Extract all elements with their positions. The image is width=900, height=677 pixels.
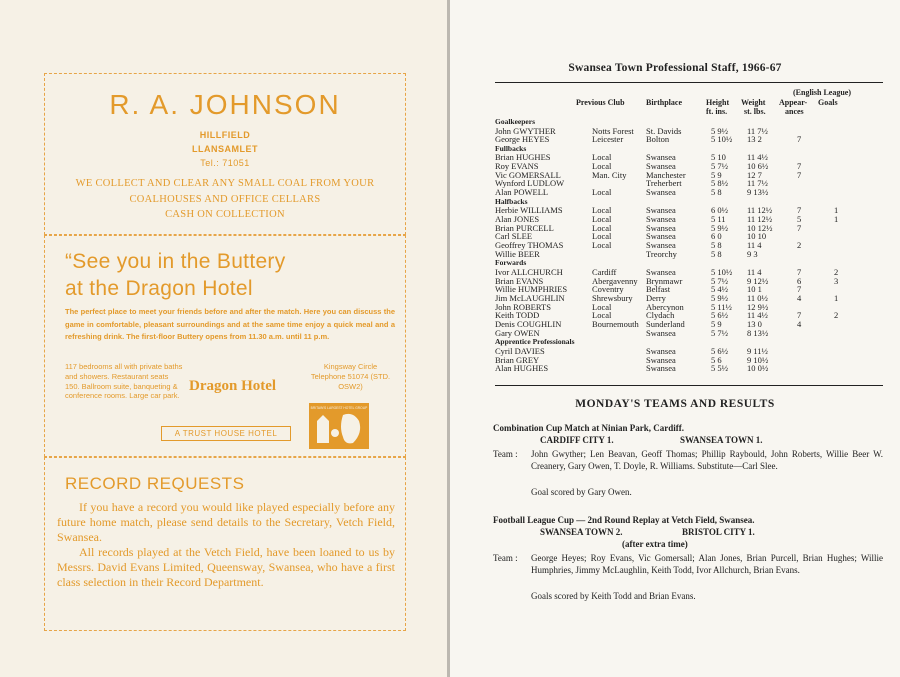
player-ht: 5 7½ xyxy=(711,327,728,338)
player-birth: Derry xyxy=(646,293,666,303)
player-app: 7 xyxy=(797,284,802,295)
player-birth: Swansea xyxy=(646,152,676,163)
player-club: Local xyxy=(592,231,612,242)
player-wt: 9 3 xyxy=(747,248,758,259)
player-ht: 6 0½ xyxy=(711,205,728,216)
player-wt: 9 11½ xyxy=(747,345,768,356)
player-birth: Swansea xyxy=(646,240,676,251)
player-wt: 13 2 xyxy=(747,134,762,145)
player-goals: 1 xyxy=(834,293,839,303)
player-wt: 13 0 xyxy=(747,319,762,330)
header-height-units: ft. ins. xyxy=(706,107,728,116)
match1-team-list: John Gwyther; Len Beavan, Geoff Thomas; Phillip Raybould, John Roberts, Willie Beer W. Creanery, Gary Owen, T. Doyle, R. Williams. Substitute—Carl Slee. xyxy=(531,449,883,471)
player-ht: 5 8 xyxy=(711,240,722,251)
roster-rule xyxy=(495,385,883,386)
player-row xyxy=(495,241,895,250)
player-birth: Brynmawr xyxy=(646,275,683,286)
player-ht: 5 10½ xyxy=(711,134,733,145)
player-row xyxy=(495,215,895,224)
player-name: Geoffrey THOMAS xyxy=(495,240,564,251)
player-club: Local xyxy=(592,310,612,321)
section-heading: Goalkeepers xyxy=(495,117,535,126)
player-birth: Clydach xyxy=(646,310,675,321)
right-page xyxy=(450,0,900,677)
player-row xyxy=(495,364,895,373)
record-requests-para-2: All records played at the Vetch Field, have been loaned to us by Messrs. David Evans Limited, Queensway, Swansea, who have a first class selection in their Record Department. xyxy=(57,545,395,589)
match1-team-label: Team : xyxy=(493,449,518,459)
player-ht: 6 0 xyxy=(711,231,722,242)
advertiser-name: R. A. JOHNSON xyxy=(109,89,341,120)
player-ht: 5 9½ xyxy=(711,125,728,136)
player-name: Brian EVANS xyxy=(495,275,544,286)
player-club: Local xyxy=(592,152,612,163)
advert-line-3: CASH ON COLLECTION xyxy=(165,209,285,220)
player-club: Local xyxy=(592,161,612,172)
player-birth: Treorchy xyxy=(646,248,677,259)
player-row xyxy=(495,320,895,329)
player-club: Local xyxy=(592,205,612,216)
player-wt: 11 4 xyxy=(747,266,762,277)
record-requests-body xyxy=(57,500,395,590)
player-name: Keith TODD xyxy=(495,310,540,321)
player-row xyxy=(495,347,895,356)
player-wt: 10 10 xyxy=(747,231,767,242)
player-app: 7 xyxy=(797,134,802,145)
player-wt: 10 12½ xyxy=(747,222,773,233)
match1-away-score: SWANSEA TOWN 1. xyxy=(680,435,763,445)
player-row xyxy=(495,153,895,162)
record-requests-box xyxy=(44,457,406,631)
player-ht: 5 9½ xyxy=(711,222,728,233)
player-birth: Swansea xyxy=(646,327,676,338)
player-ht: 5 6½ xyxy=(711,310,728,321)
dragon-hotel-logotype: Dragon Hotel xyxy=(189,378,277,394)
player-club: Local xyxy=(592,214,612,224)
player-wt: 11 12½ xyxy=(747,214,773,224)
player-wt: 11 0½ xyxy=(747,293,768,303)
player-club: Coventry xyxy=(592,284,624,295)
player-app: 7 xyxy=(797,222,802,233)
mondays-title: MONDAY'S TEAMS AND RESULTS xyxy=(575,398,775,410)
player-ht: 5 9½ xyxy=(711,293,728,303)
player-birth: Abercynon xyxy=(646,301,684,312)
player-app: 7 xyxy=(797,266,802,277)
player-row xyxy=(495,224,895,233)
player-birth: Belfast xyxy=(646,284,671,295)
player-name: John GWYTHER xyxy=(495,125,556,136)
player-row xyxy=(495,250,895,259)
match1-heading: Combination Cup Match at Ninian Park, Cardiff. xyxy=(493,423,685,433)
player-name: Brian HUGHES xyxy=(495,152,551,163)
player-name: Alan POWELL xyxy=(495,187,549,198)
match2-team-label: Team : xyxy=(493,553,518,563)
staff-title: Swansea Town Professional Staff, 1966-67 xyxy=(568,62,782,74)
player-birth: Bolton xyxy=(646,134,670,145)
player-goals: 1 xyxy=(834,214,839,224)
section-heading: Forwards xyxy=(495,258,527,268)
player-ht: 5 9 xyxy=(711,319,722,330)
player-name: Alan JONES xyxy=(495,214,540,224)
player-row xyxy=(495,356,895,365)
player-name: Gary OWEN xyxy=(495,327,540,338)
trust-house-logo-icon xyxy=(309,403,369,449)
match2-note: (after extra time) xyxy=(622,539,688,549)
buttery-advert xyxy=(44,235,406,457)
player-name: Denis COUGHLIN xyxy=(495,319,562,330)
player-ht: 5 9 xyxy=(711,169,722,180)
player-app: 6 xyxy=(797,275,802,286)
section-heading: Halfbacks xyxy=(495,196,528,206)
player-wt: 10 0½ xyxy=(747,363,769,374)
johnson-advert xyxy=(44,73,406,235)
player-wt: 11 4 xyxy=(747,240,762,251)
player-wt: 11 7½ xyxy=(747,125,768,136)
player-ht: 5 7½ xyxy=(711,161,728,172)
player-birth: Swansea xyxy=(646,222,676,233)
player-birth: Swansea xyxy=(646,363,676,374)
player-ht: 5 8 xyxy=(711,187,722,198)
header-appearances-2: ances xyxy=(785,107,804,116)
player-wt: 11 4½ xyxy=(747,310,768,321)
player-name: Ivor ALLCHURCH xyxy=(495,266,563,277)
buttery-headline-2: at the Dragon Hotel xyxy=(65,277,253,300)
player-wt: 10 6½ xyxy=(747,161,769,172)
player-ht: 5 8½ xyxy=(711,178,728,189)
title-rule xyxy=(495,82,883,83)
player-app: 4 xyxy=(797,319,802,330)
player-goals: 3 xyxy=(834,275,839,286)
header-weight-units: st. lbs. xyxy=(744,107,766,116)
match2-away-score: BRISTOL CITY 1. xyxy=(682,527,755,537)
player-ht: 5 11 xyxy=(711,214,726,224)
match1-home-score: CARDIFF CITY 1. xyxy=(540,435,614,445)
logo-text: BRITAIN'S LARGEST HOTEL GROUP xyxy=(310,406,368,410)
header-appearances: Appear- xyxy=(779,98,808,107)
player-name: John ROBERTS xyxy=(495,301,551,312)
player-club: Local xyxy=(592,187,612,198)
player-goals: 2 xyxy=(834,266,839,277)
player-club: Notts Forest xyxy=(592,125,634,136)
trust-house-hotel-label: A TRUST HOUSE HOTEL xyxy=(161,426,291,441)
match2-team-list: George Heyes; Roy Evans, Vic Gomersall; Alan Jones, Brian Purcell, Brian Hughes; Willie Humphries, Jimmy McLaughlin, Keith Todd, Ivor Allchurch, Brian Evans. xyxy=(531,553,883,575)
player-row xyxy=(495,127,895,136)
player-name: Vic GOMERSALL xyxy=(495,169,561,180)
record-requests-para-1: If you have a record you would like played especially before any future home match, please send details to the Secretary, Vetch Field, Swansea. xyxy=(57,500,395,544)
player-club: Cardiff xyxy=(592,266,617,277)
hotel-location: Kingsway Circle Telephone 51074 (STD. OSW2) xyxy=(310,362,391,391)
player-app: 2 xyxy=(797,240,802,251)
player-name: Willie BEER xyxy=(495,248,540,259)
player-club: Local xyxy=(592,222,612,233)
player-birth: Swansea xyxy=(646,266,676,277)
player-name: George HEYES xyxy=(495,134,550,145)
player-wt: 11 4½ xyxy=(747,152,768,163)
player-name: Brian PURCELL xyxy=(495,222,554,233)
player-wt: 9 12½ xyxy=(747,275,769,286)
buttery-headline-1: “See you in the Buttery xyxy=(65,250,286,273)
player-row xyxy=(495,329,895,338)
player-name: Brian GREY xyxy=(495,354,540,365)
section-heading: Fullbacks xyxy=(495,143,527,153)
advert-line-2: COALHOUSES AND OFFICE CELLARS xyxy=(129,194,321,205)
player-birth: Sunderland xyxy=(646,319,685,330)
player-app: 5 xyxy=(797,214,802,224)
advertiser-address-2: LLANSAMLET xyxy=(192,144,258,154)
player-birth: St. Davids xyxy=(646,125,682,136)
player-name: Roy EVANS xyxy=(495,161,539,172)
record-requests-title: RECORD REQUESTS xyxy=(65,474,245,493)
player-row xyxy=(495,188,895,197)
header-previous-club: Previous Club xyxy=(576,98,625,107)
player-row xyxy=(495,294,895,303)
player-ht: 5 8 xyxy=(711,248,722,259)
player-club: Shrewsbury xyxy=(592,293,633,303)
match2-heading: Football League Cup — 2nd Round Replay at Vetch Field, Swansea. xyxy=(493,515,755,525)
player-ht: 5 6½ xyxy=(711,345,728,356)
player-name: Carl SLEE xyxy=(495,231,533,242)
player-club: Abergavenny xyxy=(592,275,638,286)
section-heading: Apprentice Professionals xyxy=(495,337,575,347)
player-ht: 5 10½ xyxy=(711,266,733,277)
match2-home-score: SWANSEA TOWN 2. xyxy=(540,527,623,537)
match1-goals: Goal scored by Gary Owen. xyxy=(531,487,632,497)
header-league: (English League) xyxy=(793,88,852,97)
player-birth: Swansea xyxy=(646,187,676,198)
player-row xyxy=(495,135,895,144)
advertiser-address-1: HILLFIELD xyxy=(199,130,251,140)
player-name: Alan HUGHES xyxy=(495,363,549,374)
staff-roster xyxy=(495,117,895,373)
player-wt: 8 13½ xyxy=(747,327,769,338)
match2-goals: Goals scored by Keith Todd and Brian Evans. xyxy=(531,591,696,601)
header-height: Height xyxy=(706,98,730,107)
player-goals: 2 xyxy=(834,310,839,321)
player-ht: 5 6 xyxy=(711,354,722,365)
player-row xyxy=(495,179,895,188)
left-page xyxy=(0,0,447,677)
player-app: 7 xyxy=(797,310,802,321)
player-wt: 12 9½ xyxy=(747,301,769,312)
player-club: Leicester xyxy=(592,134,624,145)
player-ht: 5 10 xyxy=(711,152,726,163)
player-name: Herbie WILLIAMS xyxy=(495,205,563,216)
player-wt: 12 7 xyxy=(747,169,762,180)
player-birth: Swansea xyxy=(646,345,676,356)
player-wt: 10 1 xyxy=(747,284,762,295)
player-birth: Treherbert xyxy=(646,178,682,189)
player-app: 7 xyxy=(797,205,802,216)
player-birth: Swansea xyxy=(646,354,676,365)
player-wt: 11 7½ xyxy=(747,178,768,189)
player-name: Wynford LUDLOW xyxy=(495,178,565,189)
player-app: 7 xyxy=(797,161,802,172)
player-wt: 11 12½ xyxy=(747,205,773,216)
player-club: Man. City xyxy=(592,169,627,180)
player-ht: 5 5½ xyxy=(711,363,728,374)
player-birth: Swansea xyxy=(646,205,676,216)
player-ht: 5 4½ xyxy=(711,284,728,295)
player-app: 7 xyxy=(797,169,802,180)
player-name: Willie HUMPHRIES xyxy=(495,284,568,295)
advert-line-1: WE COLLECT AND CLEAR ANY SMALL COAL FROM YOUR xyxy=(75,178,375,189)
player-club: Bournemouth xyxy=(592,319,639,330)
player-birth: Swansea xyxy=(646,231,676,242)
player-ht: 5 11½ xyxy=(711,301,732,312)
player-wt: 9 13½ xyxy=(747,187,769,198)
player-birth: Manchester xyxy=(646,169,686,180)
header-birthplace: Birthplace xyxy=(646,98,682,107)
player-name: Cyril DAVIES xyxy=(495,345,545,356)
advertiser-phone: Tel.: 71051 xyxy=(200,158,250,168)
header-weight: Weight xyxy=(741,98,766,107)
hotel-features: 117 bedrooms all with private baths and showers. Restaurant seats 150. Ballroom suite, banqueting & conference rooms. Large car park. xyxy=(65,362,183,401)
player-goals: 1 xyxy=(834,205,839,216)
player-ht: 5 7½ xyxy=(711,275,728,286)
player-club: Local xyxy=(592,240,612,251)
player-birth: Swansea xyxy=(646,214,676,224)
header-goals: Goals xyxy=(818,98,838,107)
player-app: 4 xyxy=(797,293,802,303)
buttery-body-text: The perfect place to meet your friends before and after the match. Here you can discuss the game in comfortable, pleasant surroundings and at the same time enjoy a quick meal and a refreshing drink. The first-floor Buttery opens from 11.30 a.m. until 11 p.m. xyxy=(65,307,395,341)
player-birth: Swansea xyxy=(646,161,676,172)
player-name: Jim McLAUGHLIN xyxy=(495,293,565,303)
player-club: Local xyxy=(592,301,612,312)
player-wt: 9 10½ xyxy=(747,354,769,365)
